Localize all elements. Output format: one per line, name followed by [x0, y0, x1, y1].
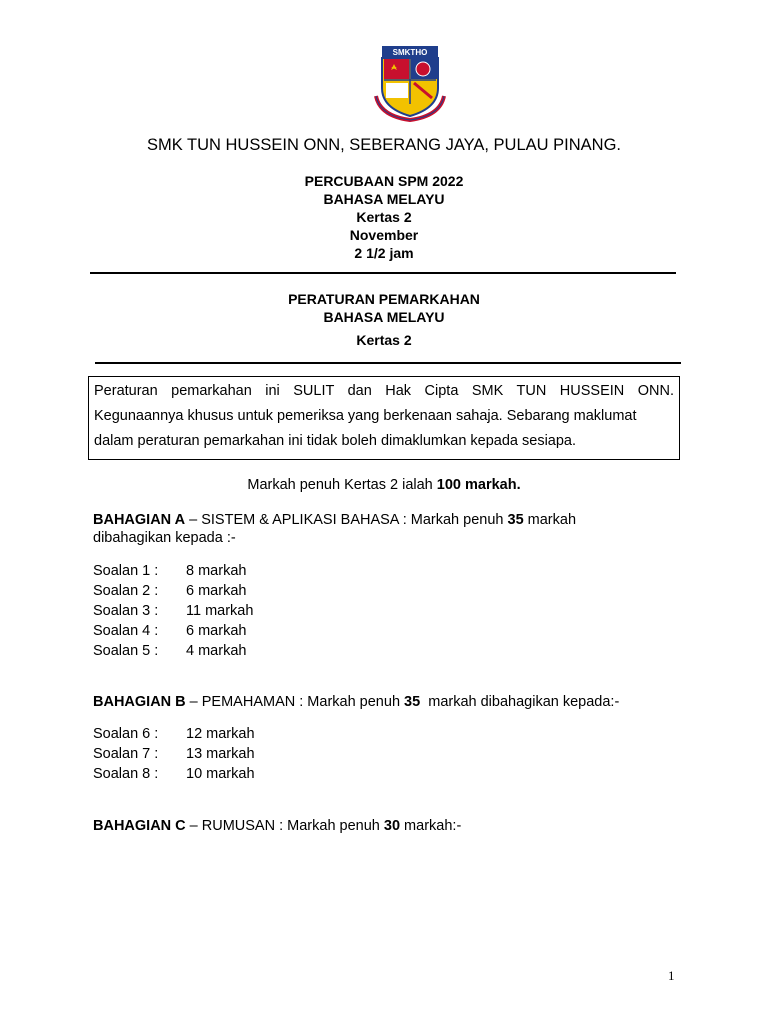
question-label: Soalan 5 : [93, 643, 159, 659]
exam-title: PERCUBAAN SPM 2022 [304, 173, 464, 189]
scheme-subject: BAHASA MELAYU [323, 309, 445, 325]
scheme-header [0, 290, 768, 326]
section-c-text-end: markah:- [400, 818, 462, 834]
question-marks: 4 markah [186, 643, 247, 659]
question-label: Soalan 3 : [93, 603, 159, 619]
section-b-heading [93, 694, 619, 710]
scheme-paper: Kertas 2 [356, 332, 412, 348]
question-marks: 13 markah [186, 746, 255, 762]
section-c-marks: 30 [383, 818, 401, 834]
question-label: Soalan 1 : [93, 563, 159, 579]
question-label: Soalan 2 : [93, 583, 159, 599]
exam-month: November [349, 227, 419, 243]
exam-paper: Kertas 2 [356, 209, 412, 225]
list-item [93, 561, 393, 581]
section-a-title: BAHAGIAN A [93, 512, 186, 528]
notice-line-2: Kegunaannya khusus untuk pemeriksa yang berkenaan sahaja. Sebarang maklumat [94, 408, 637, 424]
question-marks: 11 markah [186, 603, 254, 619]
section-a-text: – SISTEM & APLIKASI BAHASA : Markah penuh [185, 512, 508, 528]
section-c-heading [93, 818, 461, 834]
section-a-question-list [93, 561, 393, 661]
question-label: Soalan 8 : [93, 766, 159, 782]
exam-duration: 2 1/2 jam [354, 245, 414, 261]
divider-top [90, 272, 676, 274]
list-item [93, 621, 393, 641]
question-marks: 6 markah [186, 623, 247, 639]
list-item [93, 744, 393, 764]
page-number: 1 [668, 968, 675, 983]
exam-header [0, 172, 768, 262]
question-marks: 6 markah [186, 583, 247, 599]
school-crest-logo [370, 46, 450, 122]
scheme-title: PERATURAN PEMARKAHAN [288, 291, 480, 307]
section-a-heading [93, 512, 576, 528]
section-b-marks: 35 [404, 694, 421, 710]
school-name: SMK TUN HUSSEIN ONN, SEBERANG JAYA, PULAU PINANG. [146, 136, 621, 154]
question-marks: 10 markah [186, 766, 255, 782]
section-a-text-end: markah [523, 512, 577, 528]
section-c-title: BAHAGIAN C [93, 818, 186, 834]
question-marks: 12 markah [186, 726, 255, 742]
divider-bottom [95, 362, 681, 364]
question-label: Soalan 6 : [93, 726, 159, 742]
list-item [93, 581, 393, 601]
svg-text:SMKTHO: SMKTHO [392, 48, 428, 57]
full-marks-prefix: Markah penuh Kertas 2 ialah [247, 477, 437, 493]
exam-subject: BAHASA MELAYU [323, 191, 445, 207]
section-c-text: – RUMUSAN : Markah penuh [185, 818, 384, 834]
list-item [93, 724, 393, 744]
full-marks-value: 100 markah. [436, 477, 521, 493]
question-label: Soalan 7 : [93, 746, 159, 762]
section-b-question-list [93, 724, 393, 784]
list-item [93, 601, 393, 621]
section-a-subtext: dibahagikan kepada :- [93, 530, 236, 546]
section-b-text-end: markah dibahagikan kepada:- [420, 694, 620, 710]
list-item [93, 641, 393, 661]
section-b-text: – PEMAHAMAN : Markah penuh [185, 694, 405, 710]
list-item [93, 764, 393, 784]
question-label: Soalan 4 : [93, 623, 159, 639]
question-marks: 8 markah [186, 563, 247, 579]
section-b-title: BAHAGIAN B [93, 694, 186, 710]
full-marks-statement [0, 477, 768, 493]
notice-line-3: dalam peraturan pemarkahan ini tidak boleh dimaklumkan kepada sesiapa. [94, 433, 577, 449]
section-a-marks: 35 [507, 512, 524, 528]
confidential-notice [88, 376, 680, 460]
notice-line-1: Peraturan pemarkahan ini SULIT dan Hak Cipta SMK TUN HUSSEIN ONN. [94, 383, 674, 399]
